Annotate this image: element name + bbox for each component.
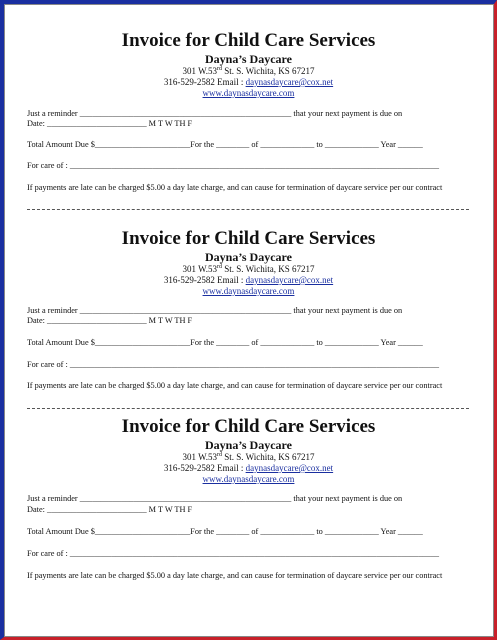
website-link[interactable]: www.daynasdaycare.com bbox=[202, 88, 295, 98]
amount-line: Total Amount Due $_______________________For the ________ of _____________ to _____________ Year ______ bbox=[27, 140, 423, 149]
late-notice: If payments are late can be charged $5.00 a day late charge, and can cause for termination of daycare service per our contract bbox=[27, 381, 443, 390]
company-contact: 316-529-2582 Email : daynasdaycare@cox.net bbox=[163, 275, 334, 285]
cut-line bbox=[27, 408, 469, 409]
amount-line: Total Amount Due $_______________________For the ________ of _____________ to _____________ Year ______ bbox=[27, 527, 423, 536]
cut-line bbox=[27, 209, 469, 210]
reminder-line: Just a reminder ___________________________________________________ that your next payment is due on bbox=[27, 494, 403, 503]
late-notice: If payments are late can be charged $5.00 a day late charge, and can cause for termination of daycare service per our contract bbox=[27, 571, 443, 580]
invoice-title: Invoice for Child Care Services bbox=[121, 416, 376, 437]
company-contact: 316-529-2582 Email : daynasdaycare@cox.net bbox=[163, 463, 334, 473]
website-link[interactable]: www.daynasdaycare.com bbox=[202, 474, 295, 484]
company-name: Dayna’s Daycare bbox=[205, 438, 292, 452]
late-notice: If payments are late can be charged $5.00 a day late charge, and can cause for termination of daycare service per our contract bbox=[27, 183, 443, 192]
date-line: Date: ________________________ M T W TH F bbox=[27, 316, 193, 325]
website bbox=[0, 474, 497, 485]
care-of-line: For care of : _________________________________________________________________________________________ bbox=[27, 161, 440, 170]
email-link[interactable]: daynasdaycare@cox.net bbox=[245, 463, 334, 473]
company-name: Dayna’s Daycare bbox=[205, 250, 292, 264]
company-contact: 316-529-2582 Email : daynasdaycare@cox.net bbox=[163, 77, 334, 87]
invoice-title: Invoice for Child Care Services bbox=[121, 30, 376, 51]
company-address: 301 W.53rd St. S. Wichita, KS 67217 bbox=[182, 452, 315, 462]
date-line: Date: ________________________ M T W TH F bbox=[27, 119, 193, 128]
company-address: 301 W.53rd St. S. Wichita, KS 67217 bbox=[182, 264, 315, 274]
email-link[interactable]: daynasdaycare@cox.net bbox=[245, 275, 334, 285]
amount-line: Total Amount Due $_______________________For the ________ of _____________ to _____________ Year ______ bbox=[27, 338, 423, 347]
care-of-line: For care of : _________________________________________________________________________________________ bbox=[27, 360, 440, 369]
company-address: 301 W.53rd St. S. Wichita, KS 67217 bbox=[182, 66, 315, 76]
website-link[interactable]: www.daynasdaycare.com bbox=[202, 286, 295, 296]
company-name: Dayna’s Daycare bbox=[205, 52, 292, 66]
reminder-line: Just a reminder ___________________________________________________ that your next payment is due on bbox=[27, 306, 403, 315]
reminder-line: Just a reminder ___________________________________________________ that your next payment is due on bbox=[27, 109, 403, 118]
date-line: Date: ________________________ M T W TH F bbox=[27, 505, 193, 514]
care-of-line: For care of : _________________________________________________________________________________________ bbox=[27, 549, 440, 558]
email-link[interactable]: daynasdaycare@cox.net bbox=[245, 77, 334, 87]
website bbox=[0, 286, 497, 297]
invoice-title: Invoice for Child Care Services bbox=[121, 228, 376, 249]
website bbox=[0, 88, 497, 99]
